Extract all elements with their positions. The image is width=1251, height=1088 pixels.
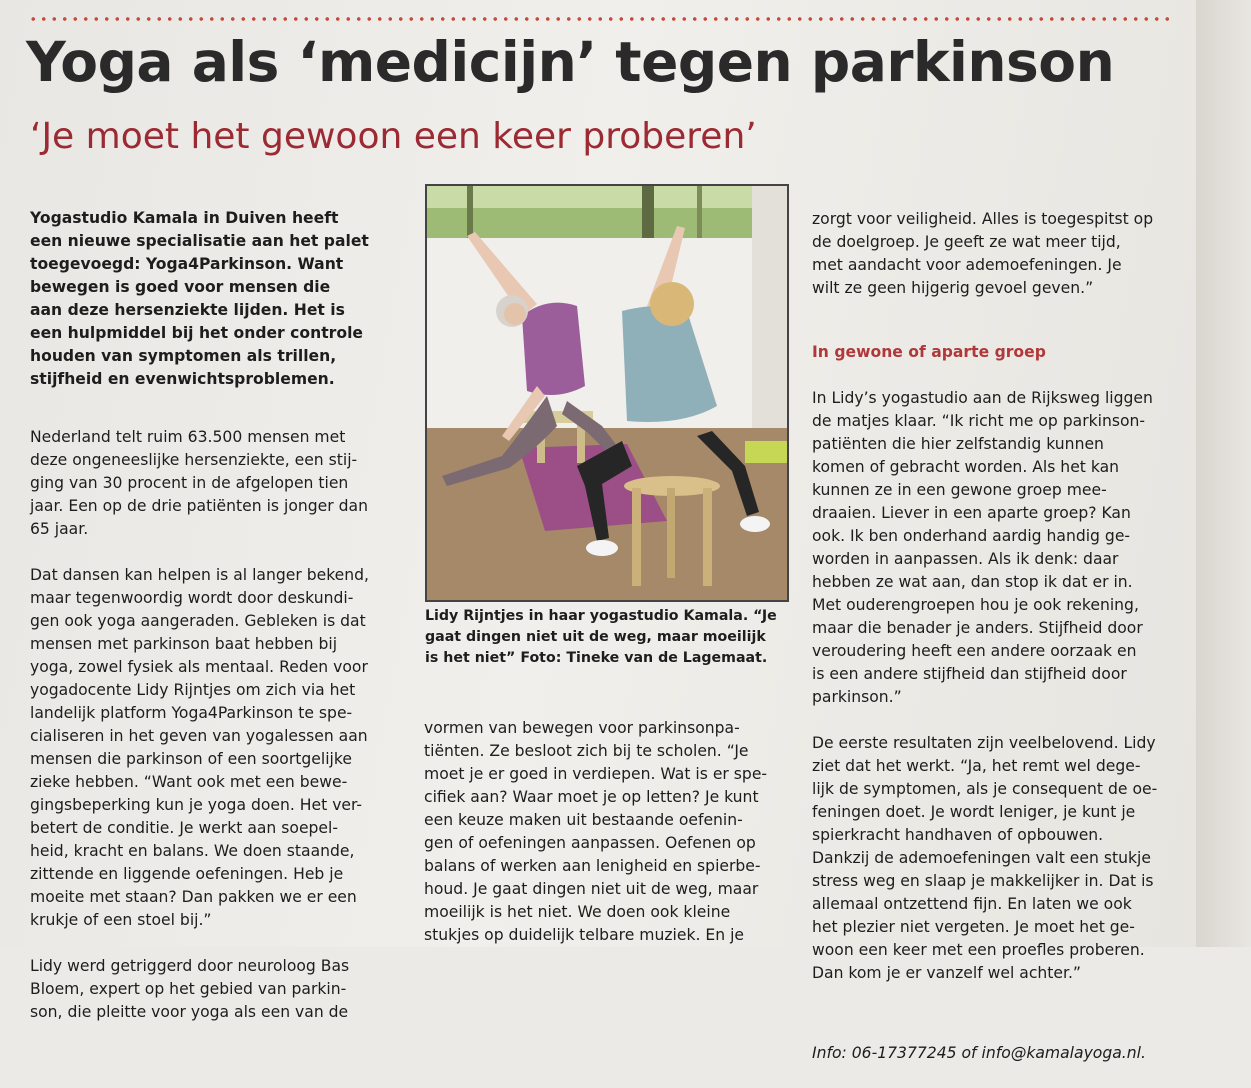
yoga-photo xyxy=(425,184,789,602)
headline: Yoga als ‘medicijn’ tegen parkinson xyxy=(26,30,1115,94)
subheadline: ‘Je moet het gewoon een keer proberen’ xyxy=(30,116,757,157)
dotted-rule xyxy=(28,16,1176,22)
photo-caption: Lidy Rijntjes in haar yogastudio Kamala. “Je gaat dingen niet uit de weg, maar moeilijk is het niet” Foto: Tineke van de Lagemaat. xyxy=(425,608,777,666)
paragraph: zorgt voor veiligheid. Alles is toegespitst op de doelgroep. Je geeft ze wat meer tijd, met aandacht voor ademoefeningen. Je wilt ze geen hijgerig gevoel geven.” xyxy=(812,210,1154,297)
column-2 xyxy=(424,694,796,944)
paragraph: Nederland telt ruim 63.500 mensen met deze ongeneeslijke hersenziekte, een stij- ging van 30 procent in de afgelopen tien jaar. Een op de drie patiënten is jonger dan 65 jaar. xyxy=(30,428,368,538)
section-subhead: In gewone of aparte groep xyxy=(812,343,1046,361)
page-edge xyxy=(1196,0,1251,947)
paragraph: vormen van bewegen voor parkinsonpa- tiënten. Ze besloot zich bij te scholen. “Je moet je er goed in verdiepen. Wat is er spe- cifiek aan? Waar moet je op letten? Je kunt een keuze maken uit bestaande oefenin- gen of oefeningen aanpassen. Oefenen op balans of werken aan lenigheid en spierbe- houd. Je gaat dingen niet uit de weg, maar moeilijk is het niet. We doen ook kleine stukjes op duidelijk telbare muziek. En je xyxy=(424,719,768,944)
paragraph: Dat dansen kan helpen is al langer bekend, maar tegenwoordig wordt door deskundi- gen ook yoga aangeraden. Gebleken is dat mensen met parkinson baat hebben bij yoga, zowel fysiek als mentaal. Reden voor yogadocente Lidy Rijntjes om zich via het landelijk platform Yoga4Parkinson te spe- cialiseren in het geven van yogalessen aan mensen die parkinson of een soortgelijke zieke hebben. “Want ook met een bewe- gingsbeperking kun je yoga doen. Het ver- betert de conditie. Je werkt aan soepel- heid, kracht en balans. We doen staande, zittende en liggende oefeningen. Heb je moeite met staan? Dan pakken we er een krukje of een stoel bij.” xyxy=(30,566,370,929)
yoga-photo-illustration xyxy=(427,186,787,600)
lead-paragraph: Yogastudio Kamala in Duiven heeft een nieuwe specialisatie aan het palet toegevoegd: Yoga4Parkinson. Want bewegen is goed voor mensen die aan deze hersenziekte lijden. Het is een hulpmiddel bij het onder controle houden van symptomen als trillen, stijfheid en evenwichtsproblemen. xyxy=(30,209,369,388)
paragraph: Lidy werd getriggerd door neuroloog Bas Bloem, expert op het gebied van parkin- son, die pleitte voor yoga als een van de xyxy=(30,957,350,1021)
column-1 xyxy=(30,184,405,1021)
paragraph: De eerste resultaten zijn veelbelovend. Lidy ziet dat het werkt. “Ja, het remt wel dege- lijk de symptomen, als je consequent de oe- feningen doet. Je wordt leniger, je kunt je spierkracht handhaven of opbouwen. Dankzij de ademoefeningen valt een stukje stress weg en slaap je makkelijker in. Dat is allemaal ontzettend fijn. En laten we ook het plezier niet vergeten. Je moet het ge- woon een keer met een proefles proberen. Dan kom je er vanzelf wel achter.” xyxy=(812,734,1158,982)
contact-info: Info: 06-17377245 of info@kamalayoga.nl. xyxy=(812,1044,1146,1062)
paragraph: In Lidy’s yogastudio aan de Rijksweg liggen de matjes klaar. “Ik richt me op parkinson- patiënten die hier zelfstandig kunnen komen of gebracht worden. Als het kan kunnen ze in een gewone groep mee- draaien. Liever in een aparte groep? Kan ook. Ik ben onderhand aardig handig ge- worden in aanpassen. Als ik denk: daar hebben ze wat aan, dan stop ik dat er in. Met ouderengroepen hou je ook rekening, maar die benader je anders. Stijfheid door veroudering heeft een andere oorzaak en is een andere stijfheid dan stijfheid door parkinson.” xyxy=(812,389,1153,706)
column-3 xyxy=(812,185,1194,1062)
